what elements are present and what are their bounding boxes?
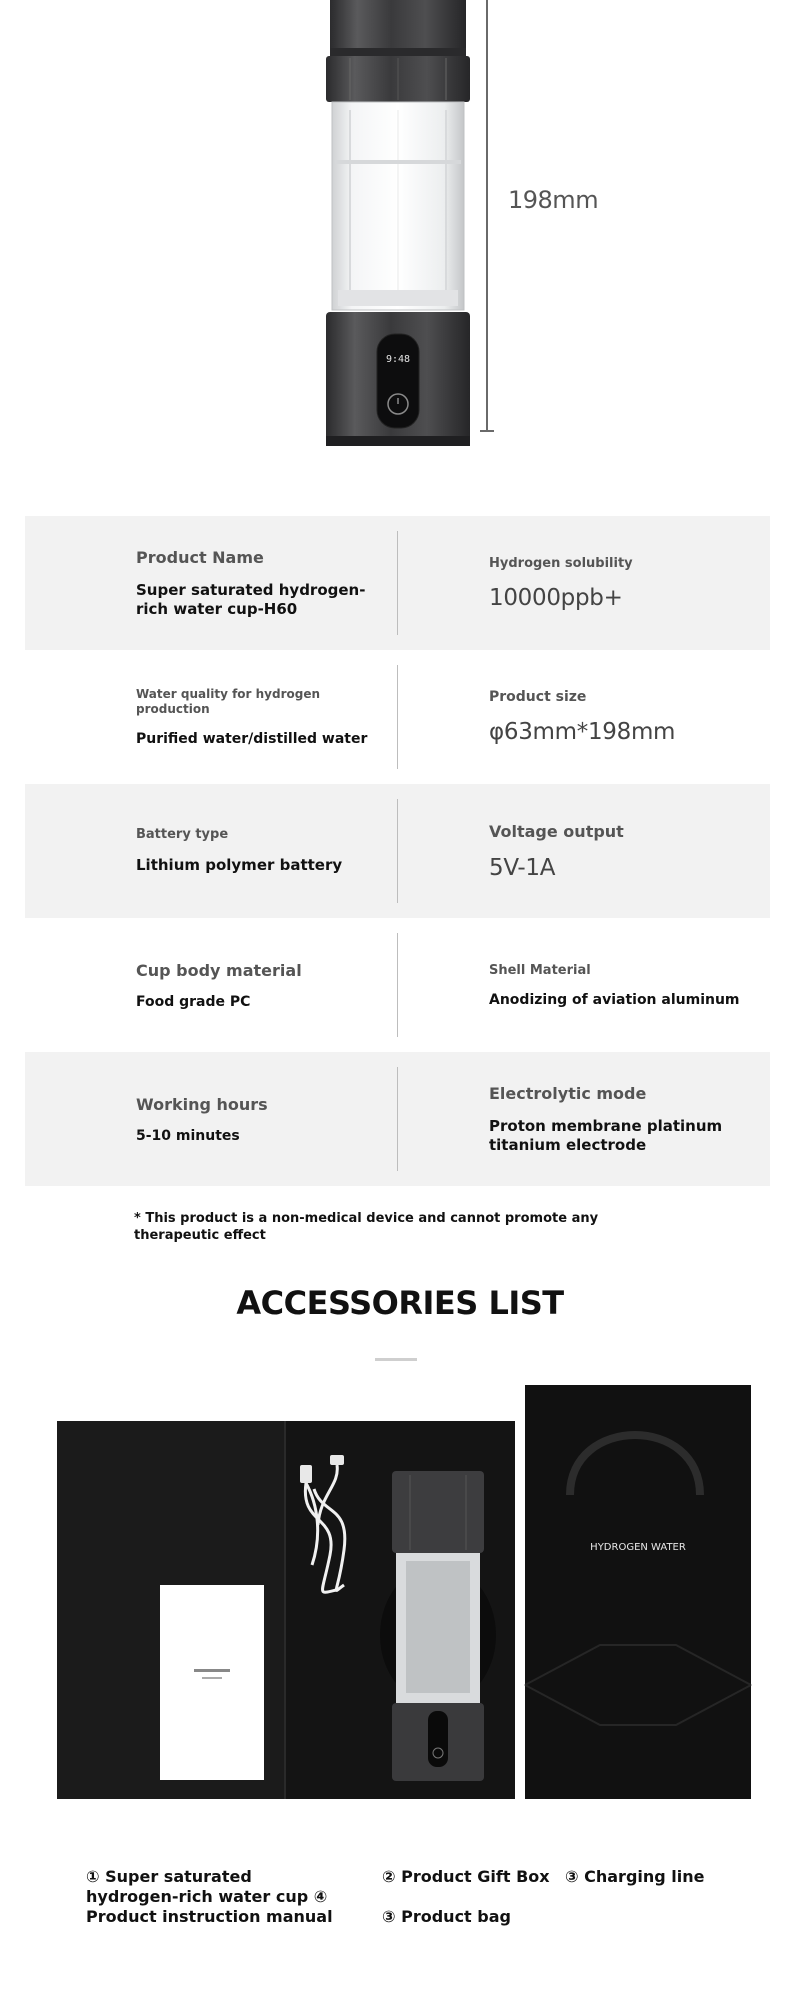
spec-value-water-quality: Purified water/distilled water xyxy=(136,731,368,747)
accessories-title: ACCESSORIES LIST xyxy=(236,1284,564,1322)
gift-box-illustration xyxy=(0,1385,800,1815)
spec-label-voltage-output: Voltage output xyxy=(489,821,624,841)
spec-label-product-size: Product size xyxy=(489,689,587,705)
spec-label-battery-type: Battery type xyxy=(136,827,229,842)
spec-row-2 xyxy=(25,650,770,784)
spec-row-1 xyxy=(25,516,770,650)
spec-label-cup-body-material: Cup body material xyxy=(136,960,302,980)
accessory-item-2: ② Product Gift Box xyxy=(382,1867,550,1886)
spec-divider xyxy=(397,665,398,769)
spec-label-electrolytic-mode: Electrolytic mode xyxy=(489,1083,647,1103)
product-hero-image xyxy=(0,0,800,470)
spec-divider xyxy=(397,933,398,1037)
spec-value-cup-body-material: Food grade PC xyxy=(136,993,251,1010)
hydrogen-cup-illustration xyxy=(0,0,800,470)
spec-label-product-name: Product Name xyxy=(136,547,264,567)
spec-label-water-quality: Water quality for hydrogen production xyxy=(136,687,321,716)
spec-value-shell-material: Anodizing of aviation aluminum xyxy=(489,991,740,1008)
spec-row-5 xyxy=(25,1052,770,1186)
spec-divider xyxy=(397,531,398,635)
accessory-item-1: ① Super saturated hydrogen-rich water cup ④ Product instruction manual xyxy=(86,1867,333,1926)
accessories-photo xyxy=(0,1385,800,1815)
spec-value-hydrogen-solubility: 10000ppb+ xyxy=(489,584,623,611)
title-underline xyxy=(375,1358,417,1361)
product-bag-image xyxy=(525,1385,751,1799)
spec-label-working-hours: Working hours xyxy=(136,1094,268,1114)
spec-label-hydrogen-solubility: Hydrogen solubility xyxy=(489,555,633,571)
spec-value-product-size: φ63mm*198mm xyxy=(489,719,676,745)
dimension-line xyxy=(486,0,488,432)
hydrogen-cup-in-box-image xyxy=(380,1471,496,1781)
spec-value-product-name: Super saturated hydrogen-rich water cup-H60 xyxy=(136,580,366,618)
spec-divider xyxy=(397,1067,398,1171)
spec-value-battery-type: Lithium polymer battery xyxy=(136,856,343,874)
spec-value-voltage-output: 5V-1A xyxy=(489,854,556,881)
spec-label-shell-material: Shell Material xyxy=(489,962,591,978)
bag-brand-text: HYDROGEN WATER xyxy=(590,1542,686,1553)
spec-divider xyxy=(397,799,398,903)
instruction-manual-image xyxy=(160,1585,264,1780)
spec-value-working-hours: 5-10 minutes xyxy=(136,1127,240,1144)
accessory-item-3: ③ Charging line xyxy=(565,1867,705,1886)
spec-row-3 xyxy=(25,784,770,918)
accessory-item-4: ③ Product bag xyxy=(382,1907,511,1926)
medical-disclaimer: * This product is a non-medical device and cannot promote any therapeutic effect xyxy=(134,1211,599,1243)
height-dimension-label: 198mm xyxy=(508,186,599,214)
spec-row-4 xyxy=(25,918,770,1052)
cup-display-time: 9:48 xyxy=(385,354,411,365)
spec-value-electrolytic-mode: Proton membrane platinum titanium electrode xyxy=(489,1116,723,1154)
dimension-tick xyxy=(480,430,494,432)
